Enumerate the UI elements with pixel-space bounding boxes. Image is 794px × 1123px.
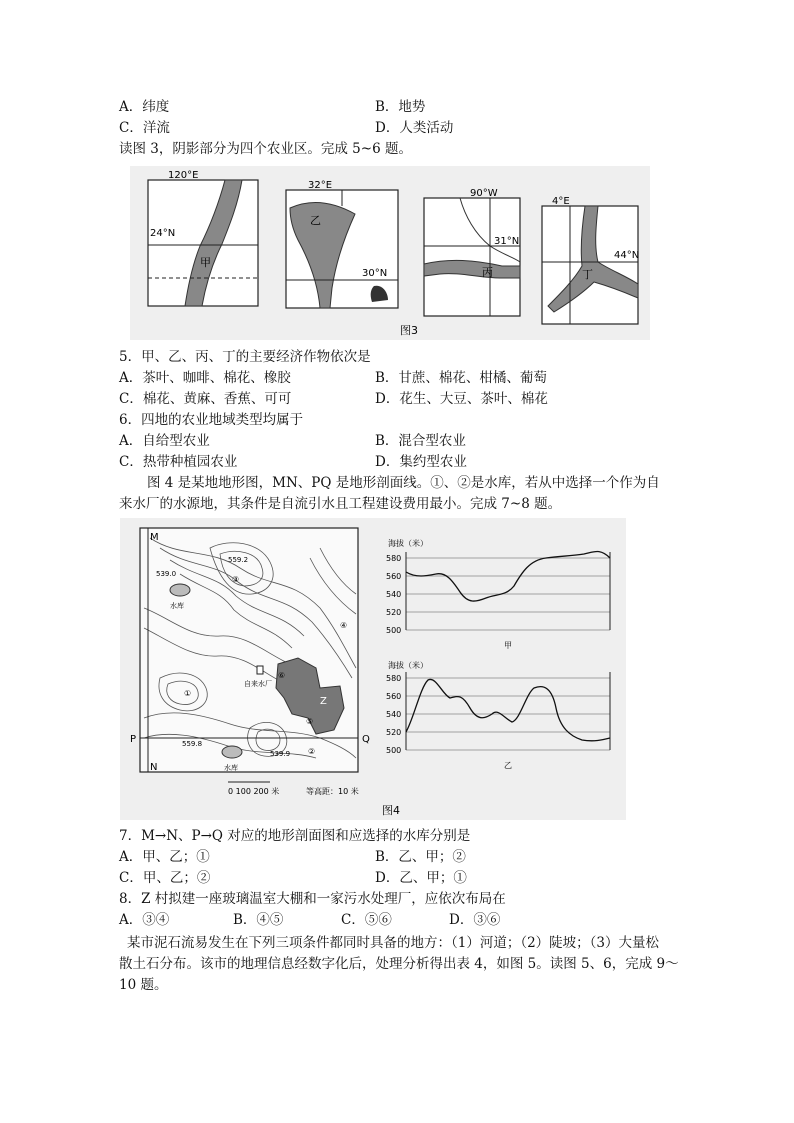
map-label-m: M [150, 532, 159, 543]
fig4-intro-line2: 来水厂的水源地，其条件是自流引水且工程建设费用最小。完成 7~8 题。 [119, 496, 562, 512]
map-circle-2: ② [308, 747, 316, 756]
q5-option-d: D．花生、大豆、茶叶、棉花 [375, 391, 548, 407]
fig3-lon-1: 120°E [168, 170, 199, 181]
q7-option-d: D．乙、甲；① [375, 870, 467, 886]
fig3-region-bing: 丙 [482, 266, 493, 279]
map-height-1: 559.2 [228, 556, 249, 564]
map-reservoir-2: 水库 [224, 764, 238, 772]
q7-option-c: C．甲、乙；② [119, 870, 211, 886]
fig3-lat-3: 31°N [494, 236, 520, 247]
profile-yi-name: 乙 [504, 761, 512, 770]
q7-option-b: B．乙、甲；② [375, 849, 466, 865]
q8-option-d: D．③⑥ [449, 912, 501, 928]
map-circle-3: ③ [232, 575, 240, 584]
profile-jia-ylabel: 海拔（米） [388, 539, 428, 548]
fig4-caption: 图4 [382, 804, 400, 817]
q6-option-c: C．热带种植园农业 [119, 454, 238, 470]
fig3-lat-4: 44°N [614, 250, 640, 261]
map-circle-5: ⑤ [306, 717, 314, 726]
q6-option-a: A．自给型农业 [119, 433, 210, 449]
profile-yi-ylabel: 海拔（米） [388, 661, 428, 670]
map-reservoir-1: 水库 [170, 602, 184, 610]
map-circle-4: ④ [340, 621, 348, 630]
q7-option-a: A．甲、乙；① [119, 849, 210, 865]
map-label-q: Q [362, 734, 370, 745]
q8-option-b: B．④⑤ [233, 912, 284, 928]
map-height-2: 539.0 [156, 570, 177, 578]
map-label-n: N [150, 762, 158, 773]
q6-stem: 6．四地的农业地域类型均属于 [119, 412, 304, 428]
q4-option-a: A．纬度 [119, 99, 170, 115]
fig4-intro-line1: 图 4 是某地地形图，MN、PQ 是地形剖面线。①、②是水库，若从中选择一个作为自 [147, 475, 660, 491]
profile-jia-tick-560: 560 [386, 572, 402, 581]
profile-yi-tick-580: 580 [386, 674, 402, 683]
fig3-lon-3: 90°W [470, 188, 498, 199]
map-contour-interval: 等高距：10 米 [306, 787, 359, 796]
map-circle-1: ① [184, 689, 192, 698]
fig3-lon-2: 32°E [308, 180, 333, 191]
profile-yi-tick-560: 560 [386, 692, 402, 701]
profile-jia-name: 甲 [504, 641, 512, 650]
figure-3-maps [130, 166, 650, 340]
map-circle-6: ⑥ [278, 671, 286, 680]
q6-option-b: B．混合型农业 [375, 433, 466, 449]
fig3-region-jia: 甲 [200, 256, 211, 269]
fig3-lon-4: 4°E [552, 196, 570, 207]
fig3-region-yi: 乙 [310, 214, 321, 227]
q4-option-c: C．洋流 [119, 120, 170, 136]
q6-option-d: D．集约型农业 [375, 454, 467, 470]
fig3-region-ding: 丁 [582, 268, 593, 281]
q8-option-c: C．⑤⑥ [341, 912, 392, 928]
map-height-4: 539.9 [270, 750, 291, 758]
profile-jia-tick-580: 580 [386, 554, 402, 563]
profile-jia-tick-500: 500 [386, 626, 402, 635]
map-waterworks: 自来水厂 [244, 680, 272, 688]
fig3-caption: 图3 [400, 324, 418, 337]
map-village-z: Z [320, 696, 327, 707]
map-label-p: P [130, 734, 137, 745]
profile-jia-tick-540: 540 [386, 590, 402, 599]
q5-stem: 5．甲、乙、丙、丁的主要经济作物依次是 [119, 349, 371, 365]
q7-stem: 7．M→N、P→Q 对应的地形剖面图和应选择的水库分别是 [119, 828, 471, 844]
profile-yi-tick-520: 520 [386, 728, 402, 737]
q4-option-d: D．人类活动 [375, 120, 454, 136]
q9-intro-line3: 10 题。 [119, 977, 168, 993]
q4-option-b: B．地势 [375, 99, 426, 115]
q8-option-a: A．③④ [119, 912, 170, 928]
fig3-intro: 读图 3，阴影部分为四个农业区。完成 5~6 题。 [119, 141, 412, 157]
map-scale: 0 100 200 米 [228, 787, 280, 796]
figure-3 [130, 166, 650, 340]
q5-option-c: C．棉花、黄麻、香蕉、可可 [119, 391, 292, 407]
profile-yi-tick-540: 540 [386, 710, 402, 719]
q5-option-a: A．茶叶、咖啡、棉花、橡胶 [119, 370, 291, 386]
fig3-lat-2: 30°N [362, 268, 388, 279]
q5-option-b: B．甘蔗、棉花、柑橘、葡萄 [375, 370, 547, 386]
profile-jia-tick-520: 520 [386, 608, 402, 617]
figure-4-drawing [120, 518, 626, 820]
profile-yi-tick-500: 500 [386, 746, 402, 755]
map-height-3: 559.8 [182, 740, 203, 748]
q9-intro-line1: 某市泥石流易发生在下列三项条件都同时具备的地方：（1）河道；（2）陡坡；（3）大量松 [127, 935, 660, 951]
fig3-lat-1: 24°N [150, 228, 176, 239]
q9-intro-line2: 散土石分布。该市的地理信息经数字化后，处理分析得出表 4，如图 5。读图 5、6，完成 9～ [119, 956, 679, 972]
figure-4 [120, 518, 626, 820]
q8-stem: 8．Z 村拟建一座玻璃温室大棚和一家污水处理厂，应依次布局在 [119, 891, 506, 907]
